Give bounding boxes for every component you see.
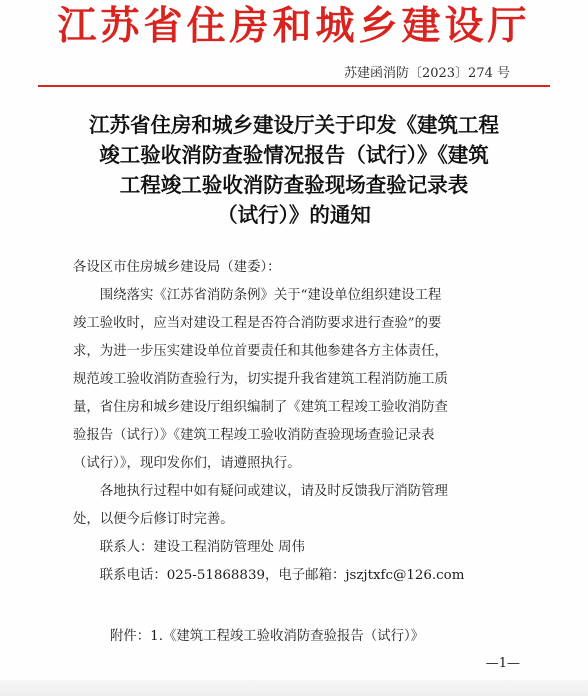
- paragraph-main-line: 围绕落实《江苏省消防条例》关于“建设单位组织建设工程: [99, 288, 442, 303]
- contact-person: 联系人：建设工程消防管理处 周伟: [99, 540, 305, 555]
- page-bottom-edge: [0, 680, 588, 696]
- paragraph-feedback-line: 各地执行过程中如有疑问或建议，请及时反馈我厅消防管理: [99, 484, 448, 499]
- paragraph-main: [73, 282, 515, 478]
- paragraph-main-line: 规范竣工验收消防查验行为，切实提升我省建筑工程消防施工质: [73, 372, 448, 387]
- title-line-1: 江苏省住房和城乡建设厅关于印发《建筑工程: [89, 113, 499, 137]
- paragraph-main-line: （试行）》，现印发你们，请遵照执行。: [73, 456, 301, 471]
- title-line-2: 竣工验收消防查验情况报告（试行）》《建筑: [99, 143, 489, 167]
- red-header-rule: [38, 85, 550, 87]
- paragraph-main-line: 量，省住房和城乡建设厅组织编制了《建筑工程竣工验收消防查: [73, 400, 448, 415]
- paragraph-feedback-line: 处，以便今后修订时完善。: [73, 512, 234, 527]
- document-body: [73, 254, 515, 590]
- title-line-3: 工程竣工验收消防查验现场查验记录表: [119, 173, 469, 197]
- contact-phone-email: 联系电话：025-51868839，电子邮箱：jszjtxfc@126.com: [99, 568, 465, 583]
- salutation: 各设区市住房城乡建设局（建委）：: [73, 260, 281, 275]
- paragraph-main-line: 验报告（试行）》《建筑工程竣工验收消防查验现场查验记录表: [73, 428, 435, 443]
- paragraph-feedback: [73, 478, 515, 534]
- page-number: —1—: [485, 656, 520, 671]
- agency-header: 江苏省住房和城乡建设厅: [57, 3, 531, 49]
- attachment-line: 附件：1.《建筑工程竣工验收消防查验报告（试行）》: [110, 629, 425, 644]
- title-line-4: （试行）》的通知: [217, 203, 371, 227]
- document-title: [40, 110, 548, 230]
- paragraph-main-line: 求，为进一步压实建设单位首要责任和其他参建各方主体责任，: [73, 344, 448, 359]
- document-number: 苏建函消防〔2023〕274 号: [343, 66, 510, 81]
- paragraph-main-line: 竣工验收时，应当对建设工程是否符合消防要求进行查验”的要: [73, 316, 442, 331]
